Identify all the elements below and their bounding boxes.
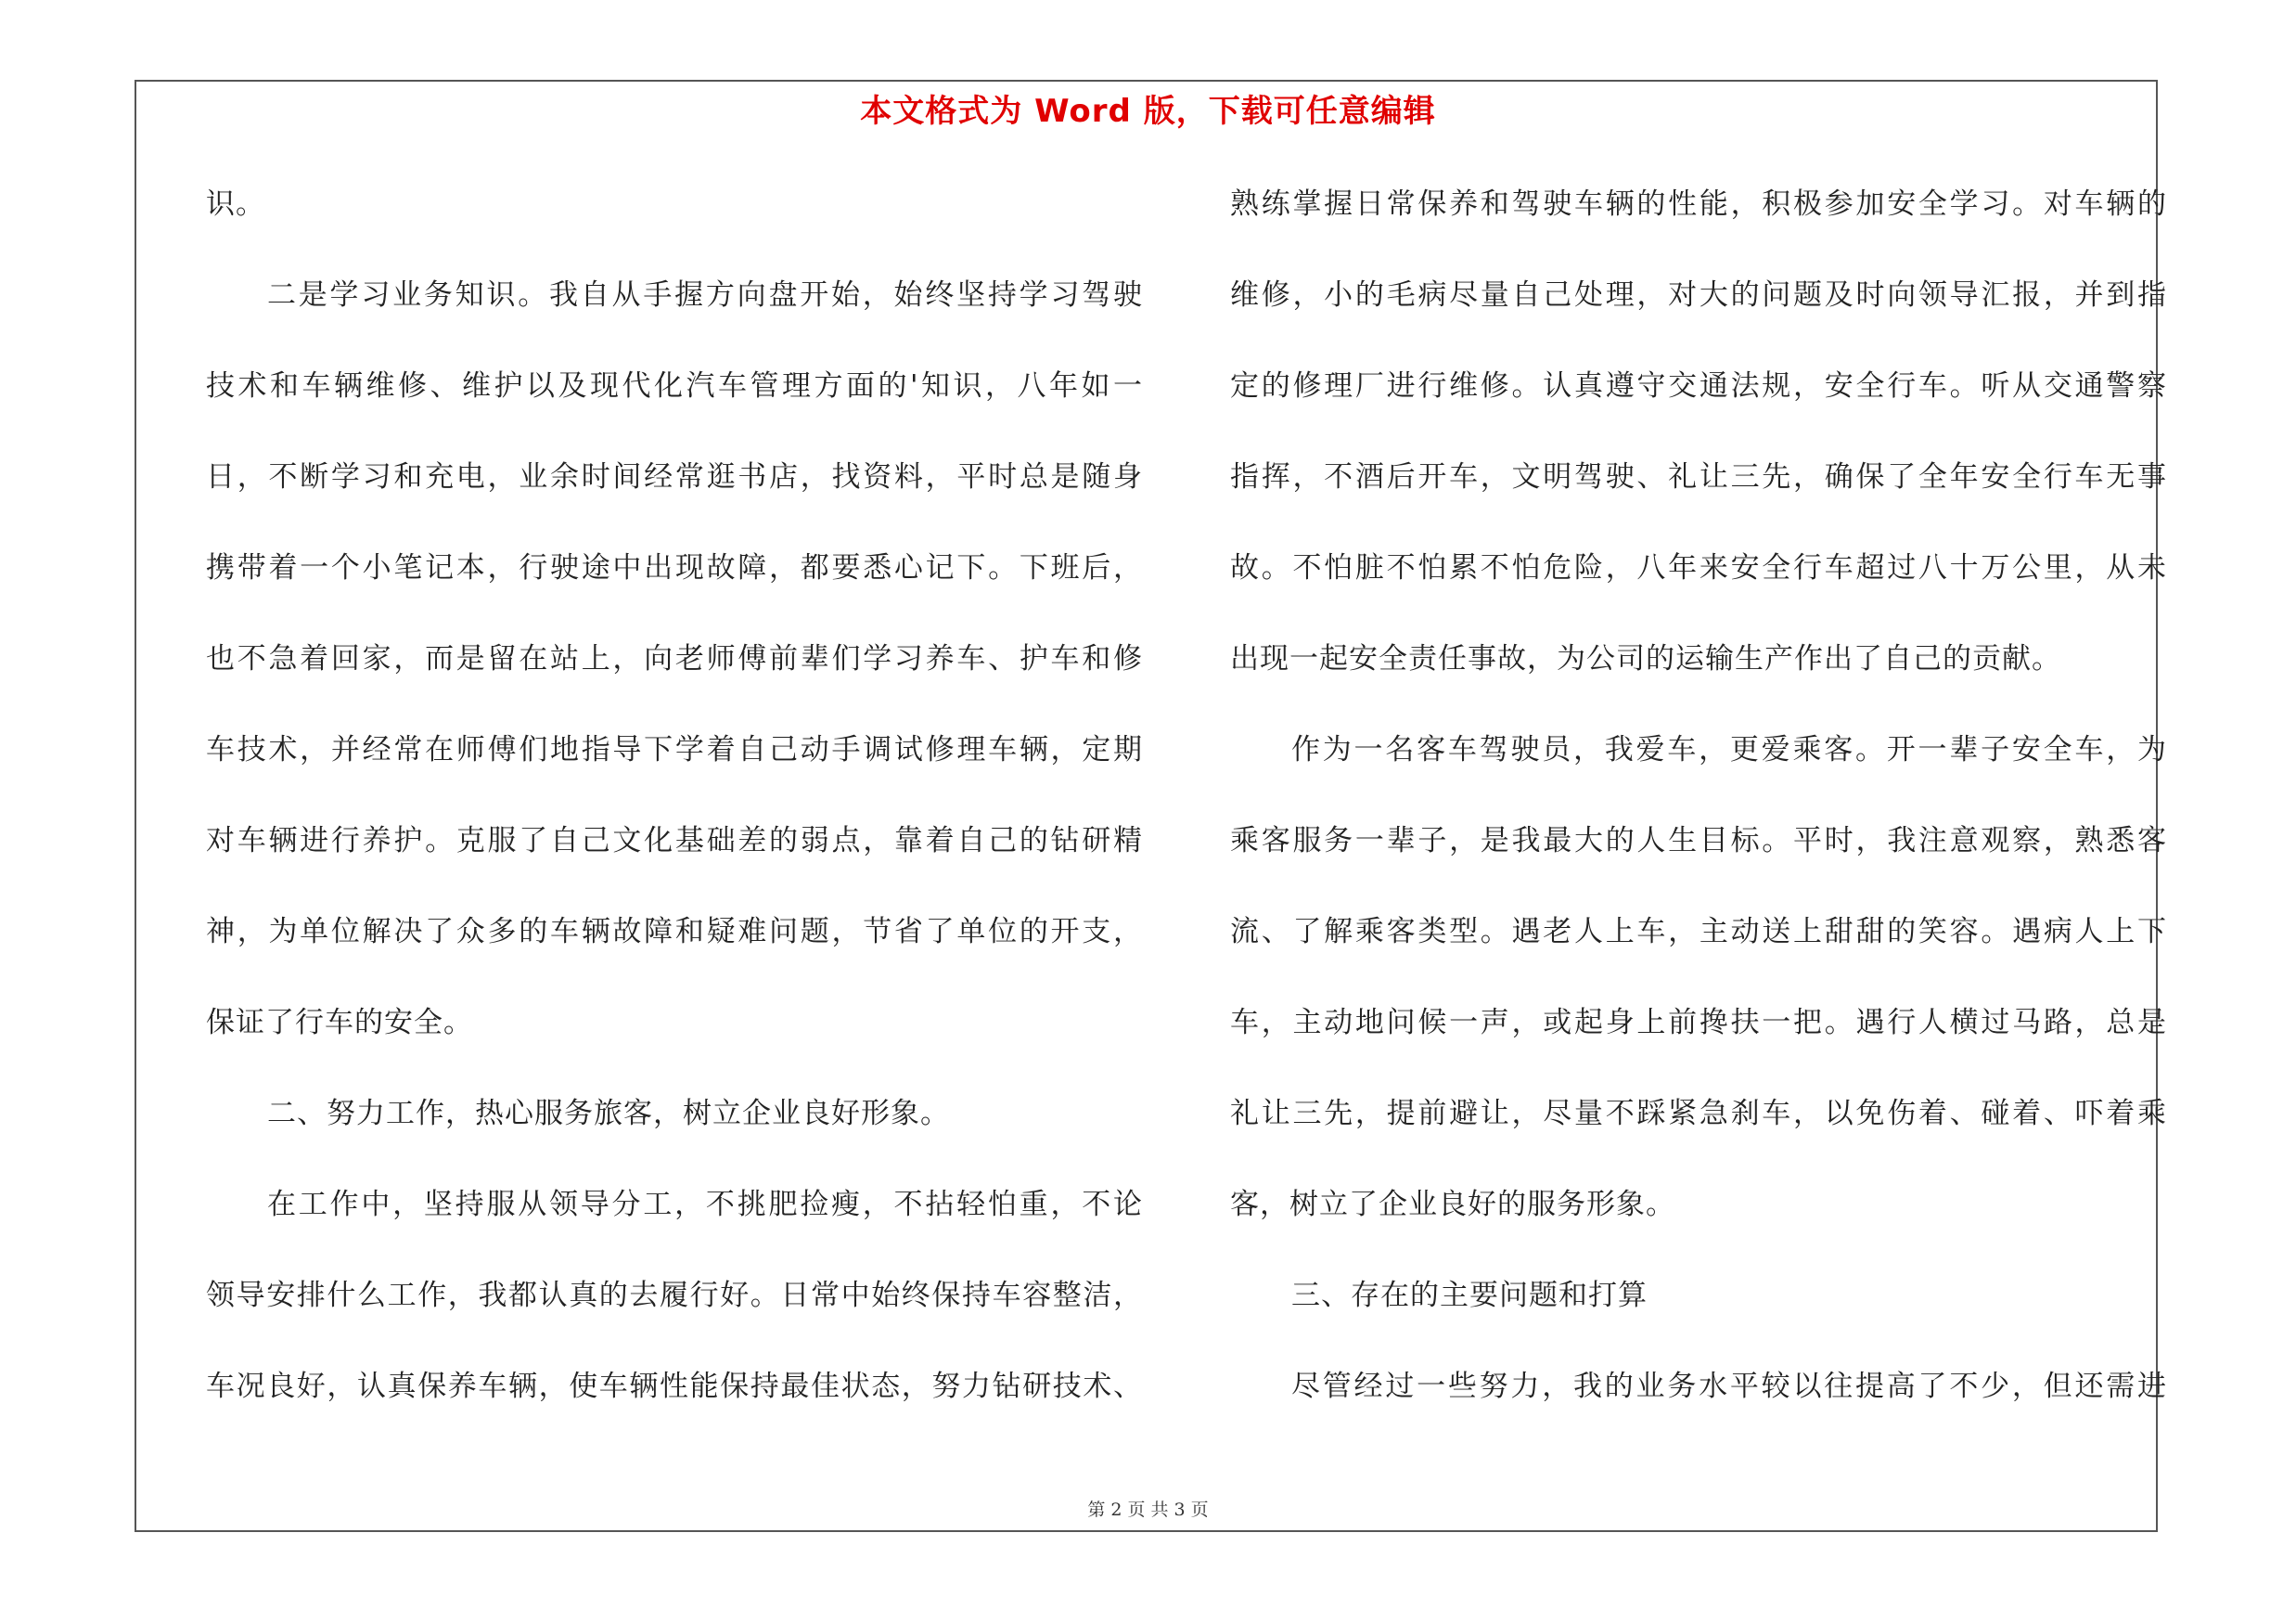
text-line: 也不急着回家，而是留在站上，向老师傅前辈们学习养车、护车和修 xyxy=(206,642,1143,676)
page-number-footer: 第 2 页 共 3 页 xyxy=(1087,1500,1209,1520)
text-line: 技术和车辆维修、维护以及现代化汽车管理方面的'知识，八年如一 xyxy=(206,369,1143,403)
section-heading: 二、努力工作，热心服务旅客，树立企业良好形象。 xyxy=(267,1097,950,1130)
text-line: 作为一名客车驾驶员，我爱车，更爱乘客。开一辈子安全车，为 xyxy=(1291,733,2167,766)
text-line: 熟练掌握日常保养和驾驶车辆的性能，积极参加安全学习。对车辆的 xyxy=(1230,187,2167,221)
text-line: 神，为单位解决了众多的车辆故障和疑难问题，节省了单位的开支， xyxy=(206,915,1143,948)
text-line: 二是学习业务知识。我自从手握方向盘开始，始终坚持学习驾驶 xyxy=(267,278,1143,312)
text-line: 识。 xyxy=(206,187,265,221)
text-line: 故。不怕脏不怕累不怕危险，八年来安全行车超过八十万公里，从未 xyxy=(1230,551,2167,585)
text-line: 车，主动地问候一声，或起身上前搀扶一把。遇行人横过马路，总是 xyxy=(1230,1006,2167,1039)
text-line: 领导安排什么工作，我都认真的去履行好。日常中始终保持车容整洁， xyxy=(206,1279,1143,1312)
text-line: 乘客服务一辈子，是我最大的人生目标。平时，我注意观察，熟悉客 xyxy=(1230,824,2167,857)
text-line: 维修，小的毛病尽量自己处理，对大的问题及时向领导汇报，并到指 xyxy=(1230,278,2167,312)
text-line: 尽管经过一些努力，我的业务水平较以往提高了不少，但还需进 xyxy=(1291,1370,2167,1403)
text-line: 指挥，不酒后开车，文明驾驶、礼让三先，确保了全年安全行车无事 xyxy=(1230,460,2167,494)
text-line: 客，树立了企业良好的服务形象。 xyxy=(1230,1188,1675,1221)
text-line: 流、了解乘客类型。遇老人上车，主动送上甜甜的笑容。遇病人上下 xyxy=(1230,915,2167,948)
text-line: 对车辆进行养护。克服了自己文化基础差的弱点，靠着自己的钻研精 xyxy=(206,824,1143,857)
text-line: 礼让三先，提前避让，尽量不踩紧急刹车，以免伤着、碰着、吓着乘 xyxy=(1230,1097,2167,1130)
text-line: 携带着一个小笔记本，行驶途中出现故障，都要悉心记下。下班后， xyxy=(206,551,1143,585)
text-line: 日，不断学习和充电，业余时间经常逛书店，找资料，平时总是随身 xyxy=(206,460,1143,494)
text-line: 保证了行车的安全。 xyxy=(206,1006,473,1039)
text-line: 车况良好，认真保养车辆，使车辆性能保持最佳状态，努力钻研技术、 xyxy=(206,1370,1143,1403)
text-line: 出现一起安全责任事故，为公司的运输生产作出了自己的贡献。 xyxy=(1230,642,2061,676)
text-line: 在工作中，坚持服从领导分工，不挑肥捡瘦，不拈轻怕重，不论 xyxy=(267,1188,1143,1221)
text-line: 定的修理厂进行维修。认真遵守交通法规，安全行车。听从交通警察 xyxy=(1230,369,2167,403)
text-line: 车技术，并经常在师傅们地指导下学着自己动手调试修理车辆，定期 xyxy=(206,733,1143,766)
section-heading: 三、存在的主要问题和打算 xyxy=(1291,1279,1648,1312)
header-banner: 本文格式为 Word 版，下载可任意编辑 xyxy=(860,93,1436,130)
